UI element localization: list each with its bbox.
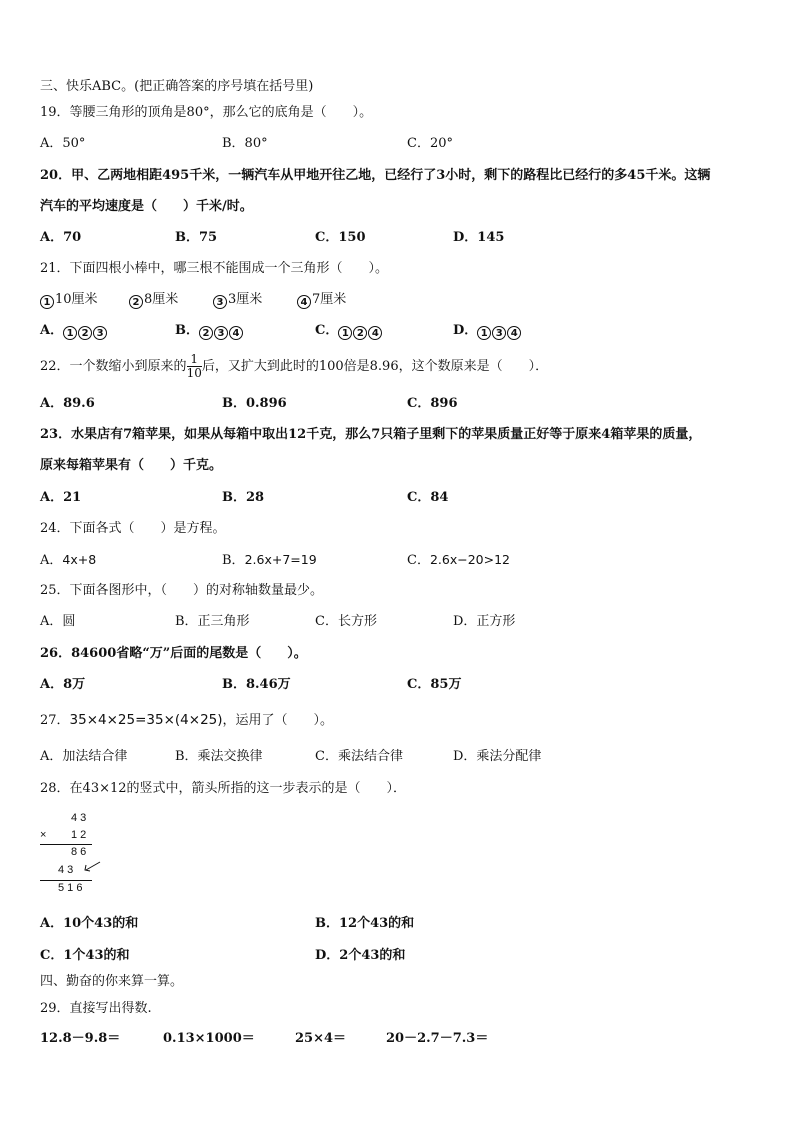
circled-number: 2 [199, 326, 213, 340]
circled-number: 3 [213, 295, 227, 309]
question-text: ，运用了（ ）。 [222, 713, 334, 728]
question-number: 23． [40, 427, 72, 442]
vertical-multiplication [40, 812, 100, 897]
circled-number: 4 [229, 326, 243, 340]
question-27 [40, 712, 333, 729]
stick-4 [297, 292, 346, 309]
option-label: B． [222, 553, 245, 568]
circled-number: 2 [129, 295, 143, 309]
rule-line [40, 844, 92, 845]
q25-option-a: A．圆 [40, 614, 76, 629]
circled-number: 4 [297, 295, 311, 309]
q22-option-a: A．89.6 [40, 396, 95, 411]
question-20-line-1 [40, 168, 710, 184]
question-text: 下面四根小棒中，哪三根不能围成一个三角形（ ）。 [69, 261, 389, 276]
question-23-line-1 [40, 427, 701, 443]
q19-option-c: C．20° [407, 136, 453, 151]
stick-3 [213, 292, 262, 309]
question-number: 20． [40, 168, 72, 183]
question-19 [40, 105, 372, 121]
vertical-row-3: 8 6 [71, 846, 87, 858]
times-sign: × [40, 829, 47, 841]
circled-number: 2 [78, 326, 92, 340]
q25-option-d: D．正方形 [453, 614, 516, 629]
vertical-row-5: 5 1 6 [58, 882, 83, 894]
circled-number: 1 [63, 326, 77, 340]
q23-option-c: C．84 [407, 490, 449, 505]
question-26 [40, 646, 307, 662]
question-text: 下面各式（ ）是方程。 [69, 521, 226, 536]
vertical-row-4: 4 3 [58, 864, 74, 876]
question-number: 29． [40, 1001, 70, 1016]
q29-item-2: 0.13×1000＝ [163, 1031, 255, 1046]
question-24 [40, 521, 226, 537]
q26-option-b: B．8.46万 [222, 677, 291, 692]
option-expression: 2.6x−20>12 [429, 552, 510, 567]
circled-number: 2 [353, 326, 367, 340]
question-25 [40, 583, 323, 599]
question-text-post: 后，又扩大到此时的100倍是8.96，这个数原来是（ ）． [201, 359, 549, 374]
q21-option-b [175, 323, 244, 340]
q25-option-b: B．正三角形 [175, 614, 250, 629]
q26-option-c: C．85万 [407, 677, 462, 692]
q27-option-a: A．加法结合律 [40, 749, 128, 764]
q24-option-a [40, 552, 96, 569]
question-text-pre: 一个数缩小到原来的 [69, 359, 187, 374]
circled-number: 3 [214, 326, 228, 340]
q23-option-b: B．28 [222, 490, 265, 505]
q27-option-d: D．乘法分配律 [453, 749, 542, 764]
q21-option-d [453, 323, 522, 340]
question-number: 22． [40, 359, 70, 374]
circled-number: 4 [507, 326, 521, 340]
option-label: B． [175, 323, 199, 338]
q20-option-b: B．75 [175, 230, 218, 245]
fraction [187, 353, 202, 380]
q28-option-d: D．2个43的和 [315, 948, 406, 963]
q24-option-b [222, 552, 317, 569]
q27-option-c: C．乘法结合律 [315, 749, 403, 764]
option-label: D． [453, 323, 478, 338]
q26-option-a: A．8万 [40, 677, 86, 692]
option-label: A． [40, 323, 64, 338]
q21-option-c [315, 323, 383, 340]
question-28 [40, 781, 406, 797]
question-number: 27． [40, 713, 70, 728]
stick-length: 3厘米 [228, 292, 263, 307]
arrow-icon [82, 860, 102, 874]
q22-option-c: C．896 [407, 396, 458, 411]
question-text: 水果店有7箱苹果，如果从每箱中取出12千克，那么7只箱子里剩下的苹果质量正好等于原来4箱苹果的质量， [71, 427, 702, 442]
question-number: 19． [40, 105, 70, 120]
circled-number: 4 [368, 326, 382, 340]
rule-line [40, 880, 92, 881]
section-4-title: 四、勤奋的你来算一算。 [40, 974, 184, 989]
q19-option-b: B．80° [222, 136, 268, 151]
stick-length: 10厘米 [55, 292, 98, 307]
stick-length: 7厘米 [312, 292, 347, 307]
q23-option-a: A．21 [40, 490, 82, 505]
question-text: 甲、乙两地相距495千米，一辆汽车从甲地开往乙地，已经行了3小时，剩下的路程比已经行的多45千米。这辆 [71, 168, 711, 183]
circled-number: 3 [93, 326, 107, 340]
question-text: 直接写出得数. [69, 1001, 152, 1016]
section-3-title: 三、快乐ABC。(把正确答案的序号填在括号里) [40, 79, 314, 94]
q21-option-a [40, 323, 108, 340]
fraction-denominator: 10 [186, 366, 202, 380]
circled-number: 1 [40, 295, 54, 309]
question-expression: 35×4×25=35×(4×25) [69, 712, 223, 728]
question-number: 26． [40, 646, 72, 661]
q27-option-b: B．乘法交换律 [175, 749, 263, 764]
q22-option-b: B．0.896 [222, 396, 287, 411]
question-20-line-2: 汽车的平均速度是（ ）千米/时。 [40, 199, 253, 214]
question-29 [40, 1001, 152, 1017]
q24-option-c [407, 552, 510, 569]
q28-option-a: A．10个43的和 [40, 916, 139, 931]
q20-option-c: C．150 [315, 230, 366, 245]
q28-option-b: B．12个43的和 [315, 916, 415, 931]
circled-number: 1 [477, 326, 491, 340]
q20-option-a: A．70 [40, 230, 82, 245]
option-label: A． [40, 553, 63, 568]
stick-1 [40, 292, 98, 309]
question-number: 25． [40, 583, 70, 598]
question-number: 28． [40, 781, 70, 796]
question-text: 在43×12的竖式中，箭头所指的这一步表示的是（ ）． [69, 781, 407, 796]
question-22 [40, 352, 548, 382]
question-23-line-2: 原来每箱苹果有（ ）千克。 [40, 458, 223, 473]
vertical-row-2: 1 2 [71, 829, 87, 841]
q29-item-3: 25×4＝ [295, 1031, 347, 1046]
option-expression: 2.6x+7=19 [244, 552, 317, 567]
q29-item-4: 20－2.7－7.3＝ [386, 1031, 489, 1046]
fraction-numerator: 1 [187, 353, 202, 367]
question-text: 下面各图形中，（ ）的对称轴数量最少。 [69, 583, 324, 598]
option-label: C． [315, 323, 339, 338]
q25-option-c: C．长方形 [315, 614, 377, 629]
circled-number: 3 [492, 326, 506, 340]
stick-length: 8厘米 [144, 292, 179, 307]
q19-option-a: A．50° [40, 136, 86, 151]
question-number: 24． [40, 521, 70, 536]
circled-number: 1 [338, 326, 352, 340]
question-number: 21． [40, 261, 70, 276]
question-text: 84600省略“万”后面的尾数是（ ）。 [71, 646, 307, 661]
option-label: C． [407, 553, 430, 568]
q29-item-1: 12.8－9.8＝ [40, 1031, 121, 1046]
q20-option-d: D．145 [453, 230, 505, 245]
q28-option-c: C．1个43的和 [40, 948, 130, 963]
option-expression: 4x+8 [62, 552, 97, 567]
stick-2 [129, 292, 178, 309]
question-21 [40, 261, 388, 277]
question-text: 等腰三角形的顶角是80°，那么它的底角是（ ）。 [69, 105, 373, 120]
vertical-row-1: 4 3 [71, 812, 87, 824]
